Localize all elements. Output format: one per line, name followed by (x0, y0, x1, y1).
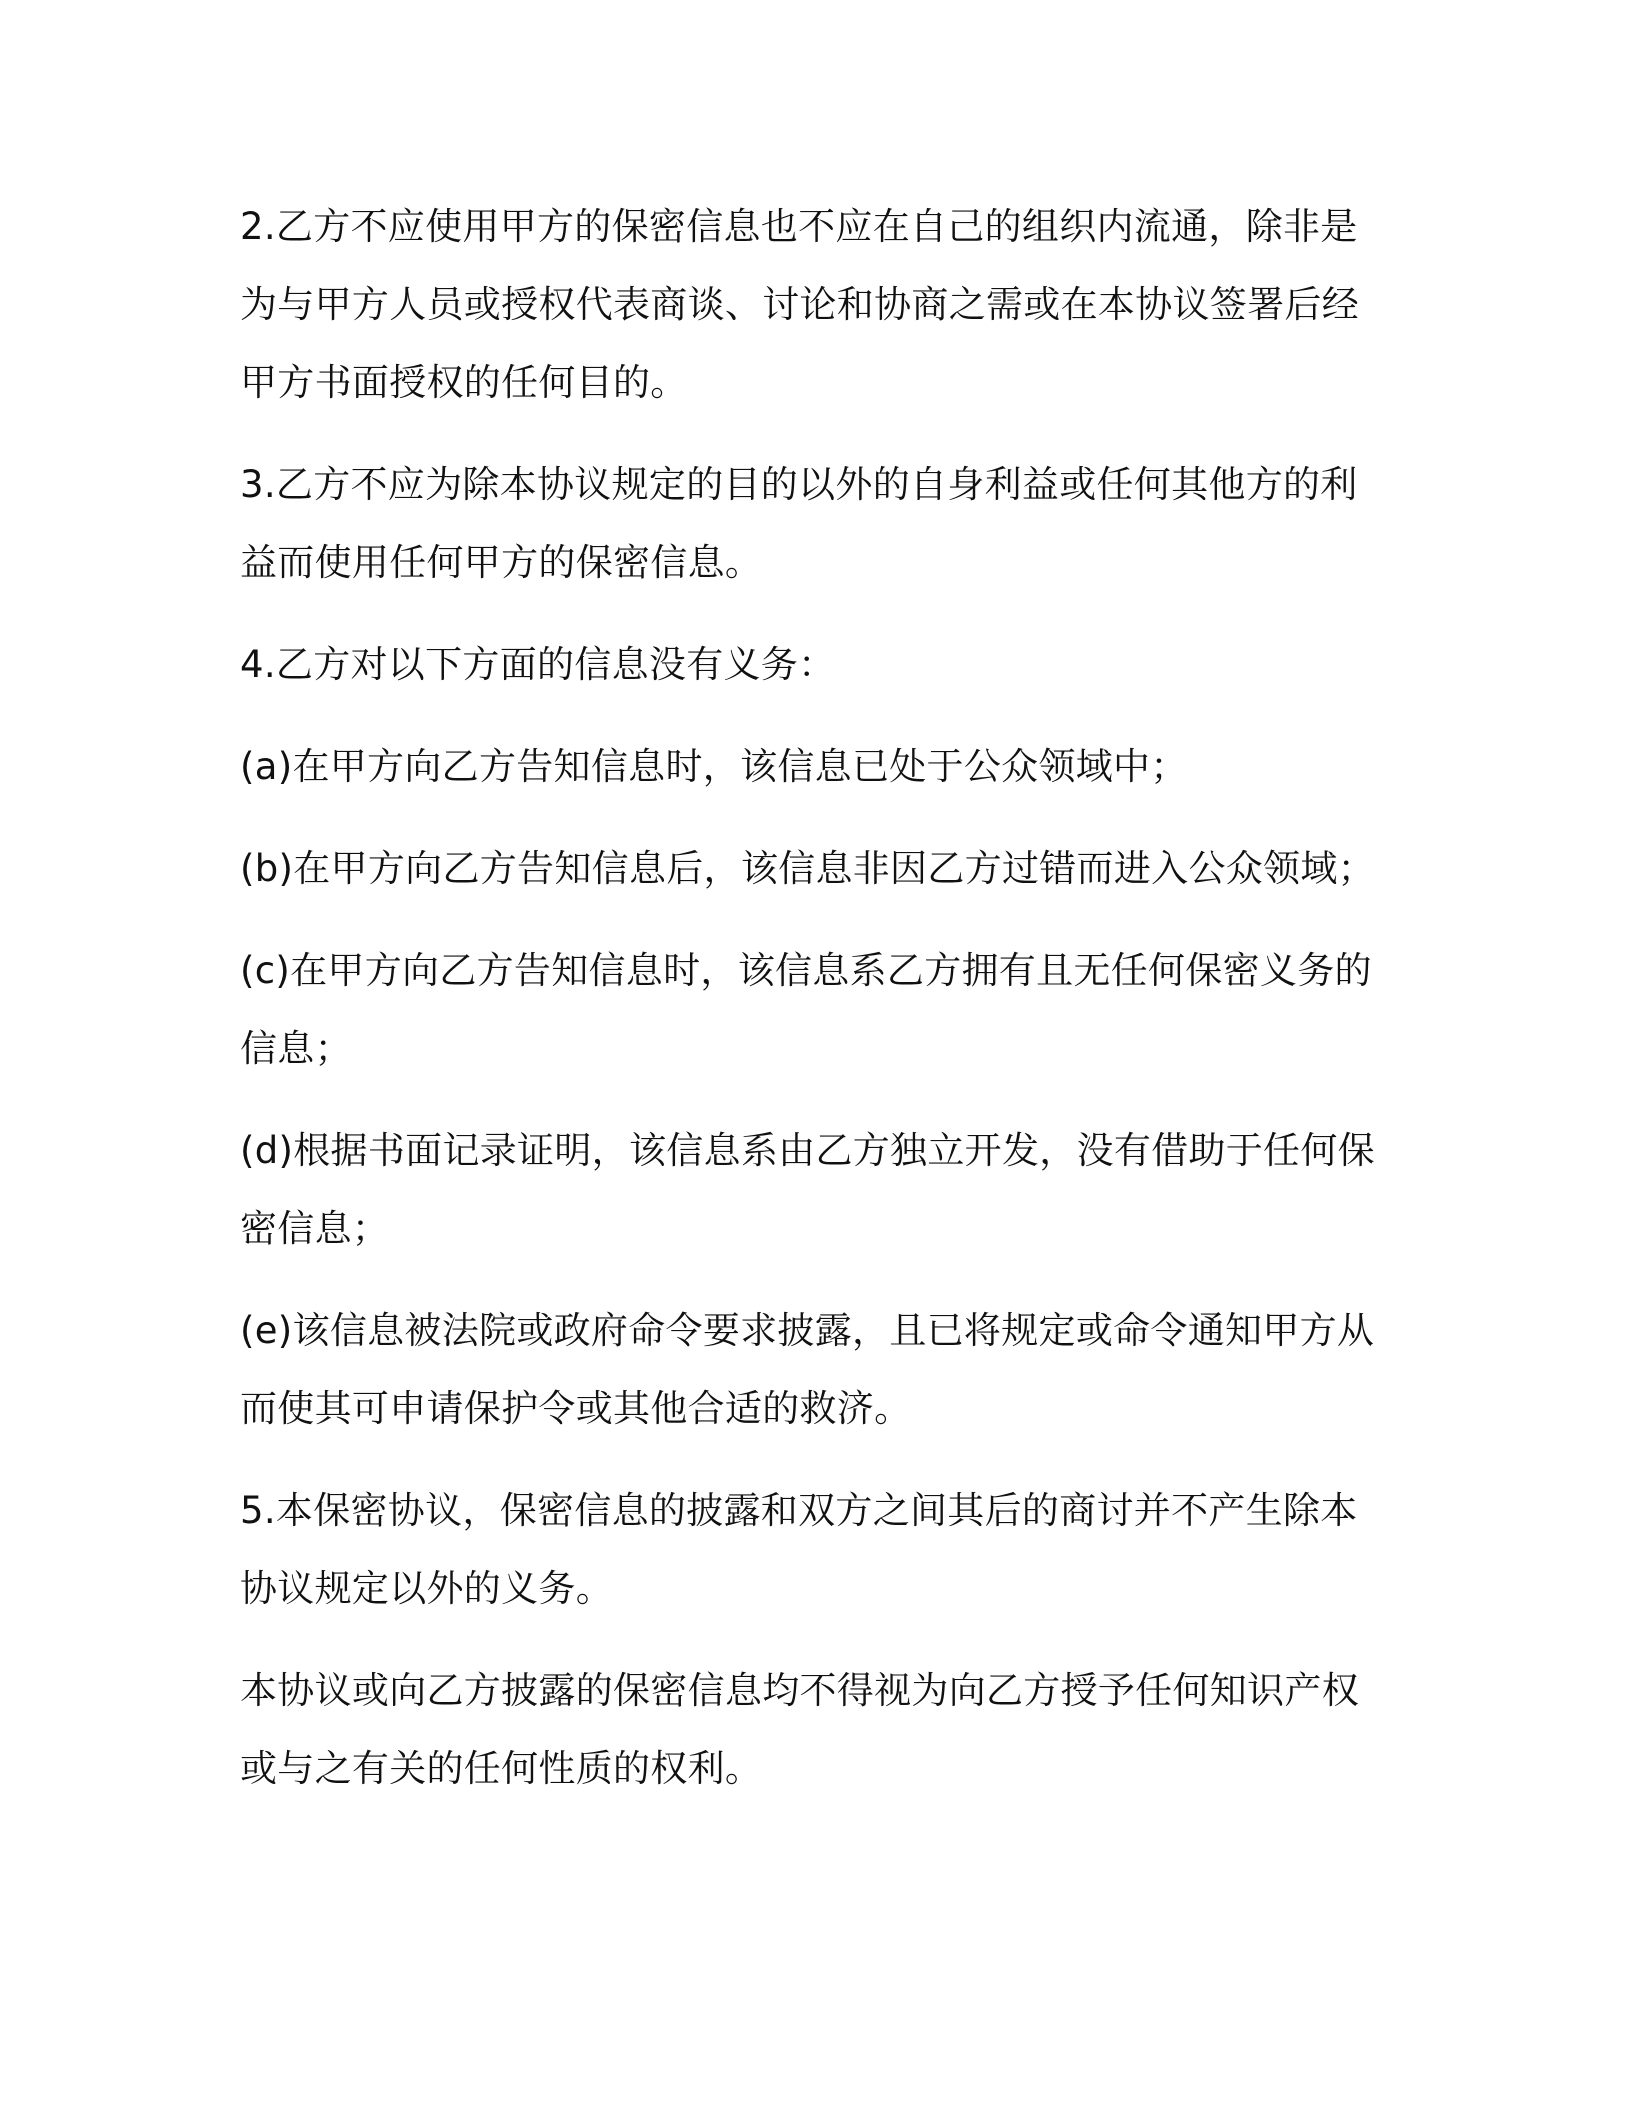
clause-3: 3.乙方不应为除本协议规定的目的以外的自身利益或任何其他方的利益而使用任何甲方的保密信息。 (240, 463, 1358, 584)
clause-4b: (b)在甲方向乙方告知信息后，该信息非因乙方过错而进入公众领域； (240, 847, 1375, 890)
clause-4-intro: 4.乙方对以下方面的信息没有义务： (240, 643, 836, 686)
clause-2: 2.乙方不应使用甲方的保密信息也不应在自己的组织内流通，除非是为与甲方人员或授权代表商谈、讨论和协商之需或在本协议签署后经甲方书面授权的任何目的。 (240, 205, 1359, 404)
clause-5: 5.本保密协议，保密信息的披露和双方之间其后的商讨并不产生除本协议规定以外的义务。 (240, 1489, 1358, 1610)
clause-4c: (c)在甲方向乙方告知信息时，该信息系乙方拥有且无任何保密义务的信息； (240, 949, 1372, 1070)
document-body (240, 188, 1380, 1832)
clause-4e: (e)该信息被法院或政府命令要求披露，且已将规定或命令通知甲方从而使其可申请保护令或其他合适的救济。 (240, 1309, 1375, 1430)
closing-paragraph: 本协议或向乙方披露的保密信息均不得视为向乙方授予任何知识产权或与之有关的任何性质的权利。 (240, 1669, 1359, 1790)
clause-4d: (d)根据书面记录证明，该信息系由乙方独立开发，没有借助于任何保密信息； (240, 1129, 1375, 1250)
clause-4a: (a)在甲方向乙方告知信息时，该信息已处于公众领域中； (240, 745, 1188, 788)
